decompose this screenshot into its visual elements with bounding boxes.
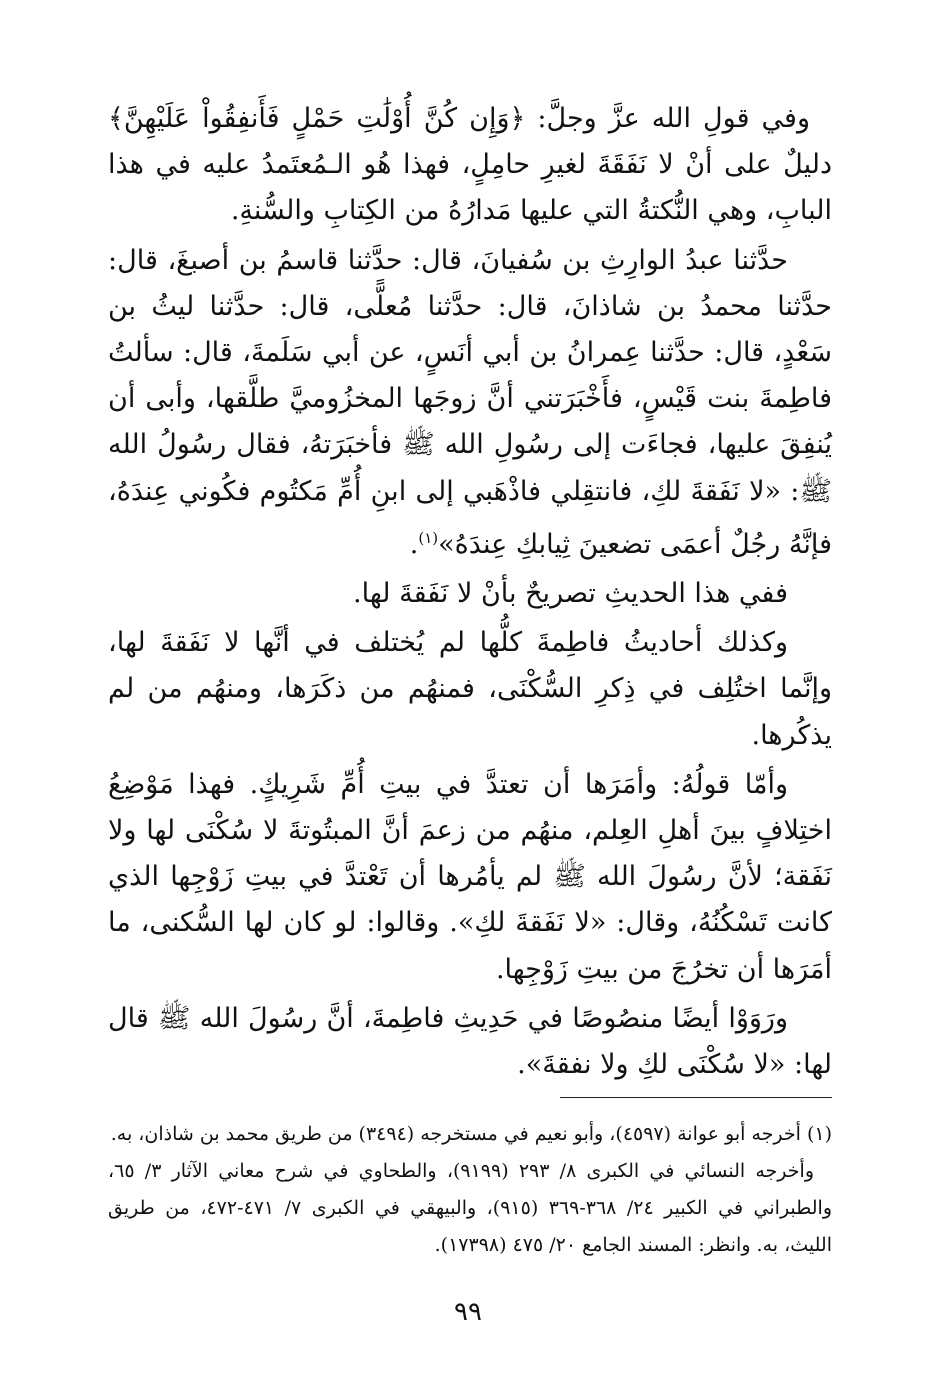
paragraph-2-text: حدَّثنا عبدُ الوارِثِ بن سُفيانَ، قال: حدَّثنا قاسمُ بن أصبغَ، قال: حدَّثنا محمدُ بن شاذانَ، قال: حدَّثنا مُعلًّى، قال: حدَّثنا ليثُ بن سَعْدٍ، قال: حدَّثنا عِمرانُ بن أبي أنَسٍ، عن أبي سَلَمةَ، قال: سألتُ فاطِمةَ بنت قَيْسٍ، فأَخْبَرَتني أنَّ زوجَها المخزُوميَّ طلَّقها، وأبى أن يُنفِقَ عليها، فجاءَت إلى رسُولِ الله ﷺ فأخبَرَتهُ، فقال رسُولُ الله ﷺ: «لا نَفَقةَ لكِ، فانتقِلي فاذْهَبي إلى ابنِ أُمِّ مَكتُوم فكُوني عِندَهُ، فإنَّهُ رجُلٌ أعمَى تضعينَ ثِيابكِ عِندَهُ» (108, 244, 832, 560)
footnote-1-continuation: وأخرجه النسائي في الكبرى ٨/ ٢٩٣ (٩١٩٩)، والطحاوي في شرح معاني الآثار ٣/ ٦٥، والطبراني في الكبير ٢٤/ ٣٦٨-٣٦٩ (٩١٥)، والبيهقي في الكبرى ٧/ ٤٧١-٤٧٢، من طريق الليث، به. وانظر: المسند الجامع ٢٠/ ٤٧٥ (١٧٣٩٨). (108, 1160, 832, 1256)
paragraph-1: وفي قولِ الله عزَّ وجلَّ: ﴿وَإِن كُنَّ أُوْلَٰتِ حَمْلٍ فَأَنفِقُواْ عَلَيْهِنَّ﴾ دليلٌ على أنْ لا نَفَقَةَ لغيرِ حامِلٍ، فهذا هُو الـمُعتَمدُ عليه في هذا البابِ، وهي النُّكتةُ التي عليها مَدارُهُ من الكِتابِ والسُّنةِ. (108, 103, 832, 227)
footnote-1: (١) أخرجه أبو عوانة (٤٥٩٧)، وأبو نعيم في مستخرجه (٣٤٩٤) من طريق محمد بن شاذان، به. (110, 1123, 832, 1145)
paragraph-3: ففي هذا الحديثِ تصريحٌ بأنْ لا نَفَقةَ لها. (353, 578, 788, 610)
paragraph-4: وكذلك أحاديثُ فاطِمةَ كلُّها لم يُختلف في أنَّها لا نَفَقةَ لها، وإنَّما اختُلِف في ذِكرِ السُّكْنَى، فمنهُم من ذكَرَها، ومنهُم من لم يذكُرها. (108, 627, 832, 751)
paragraph-6: ورَوَوْا أيضًا منصُوصًا في حَدِيثِ فاطِمةَ، أنَّ رسُولَ الله ﷺ قال لها: «لا سُكْنَى لكِ ولا نفقةَ». (108, 1002, 832, 1081)
footnote-reference[interactable]: (١) (418, 528, 439, 547)
paragraph-5: وأمّا قولُهُ: وأمَرَها أن تعتدَّ في بيتِ أُمِّ شَرِيكٍ. فهذا مَوْضِعُ اختِلافٍ بينَ أهلِ العِلم، منهُم من زعمَ أنَّ المبتُوتةَ لا سُكْنَى لها ولا نَفَقة؛ لأنَّ رسُولَ الله ﷺ لم يأمُرها أن تَعْتدَّ في بيتِ زَوْجِها الذي كانت تَسْكُنُهُ، وقال: «لا نَفَقةَ لكِ». وقالوا: لو كان لها السُّكنى، ما أمَرَها أن تخرُجَ من بيتِ زَوْجِها. (108, 768, 832, 985)
footnotes (108, 1116, 832, 1264)
page-number: ٩٩ (454, 1297, 482, 1327)
paragraph-2: حدَّثنا عبدُ الوارِثِ بن سُفيانَ، قال: حدَّثنا قاسمُ بن أصبغَ، قال: حدَّثنا محمدُ بن شاذانَ، قال: حدَّثنا مُعلًّى، قال: حدَّثنا ليثُ بن سَعْدٍ، قال: حدَّثنا عِمرانُ بن أبي أنَسٍ، عن أبي سَلَمةَ، قال: سألتُ فاطِمةَ بنت قَيْسٍ، فأَخْبَرَتني أنَّ زوجَها المخزُوميَّ طلَّقها، وأبى أن يُنفِقَ عليها، فجاءَت إلى رسُولِ الله ﷺ فأخبَرَتهُ، فقال رسُولُ الله ﷺ: «لا نَفَقةَ لكِ، فانتقِلي فاذْهَبي إلى ابنِ أُمِّ مَكتُوم فكُوني عِندَهُ، فإنَّهُ رجُلٌ أعمَى تضعينَ ثِيابكِ عِندَهُ»$^{(١)}$. (108, 244, 832, 560)
main-text (108, 96, 832, 1091)
footnote-divider (560, 1097, 832, 1098)
